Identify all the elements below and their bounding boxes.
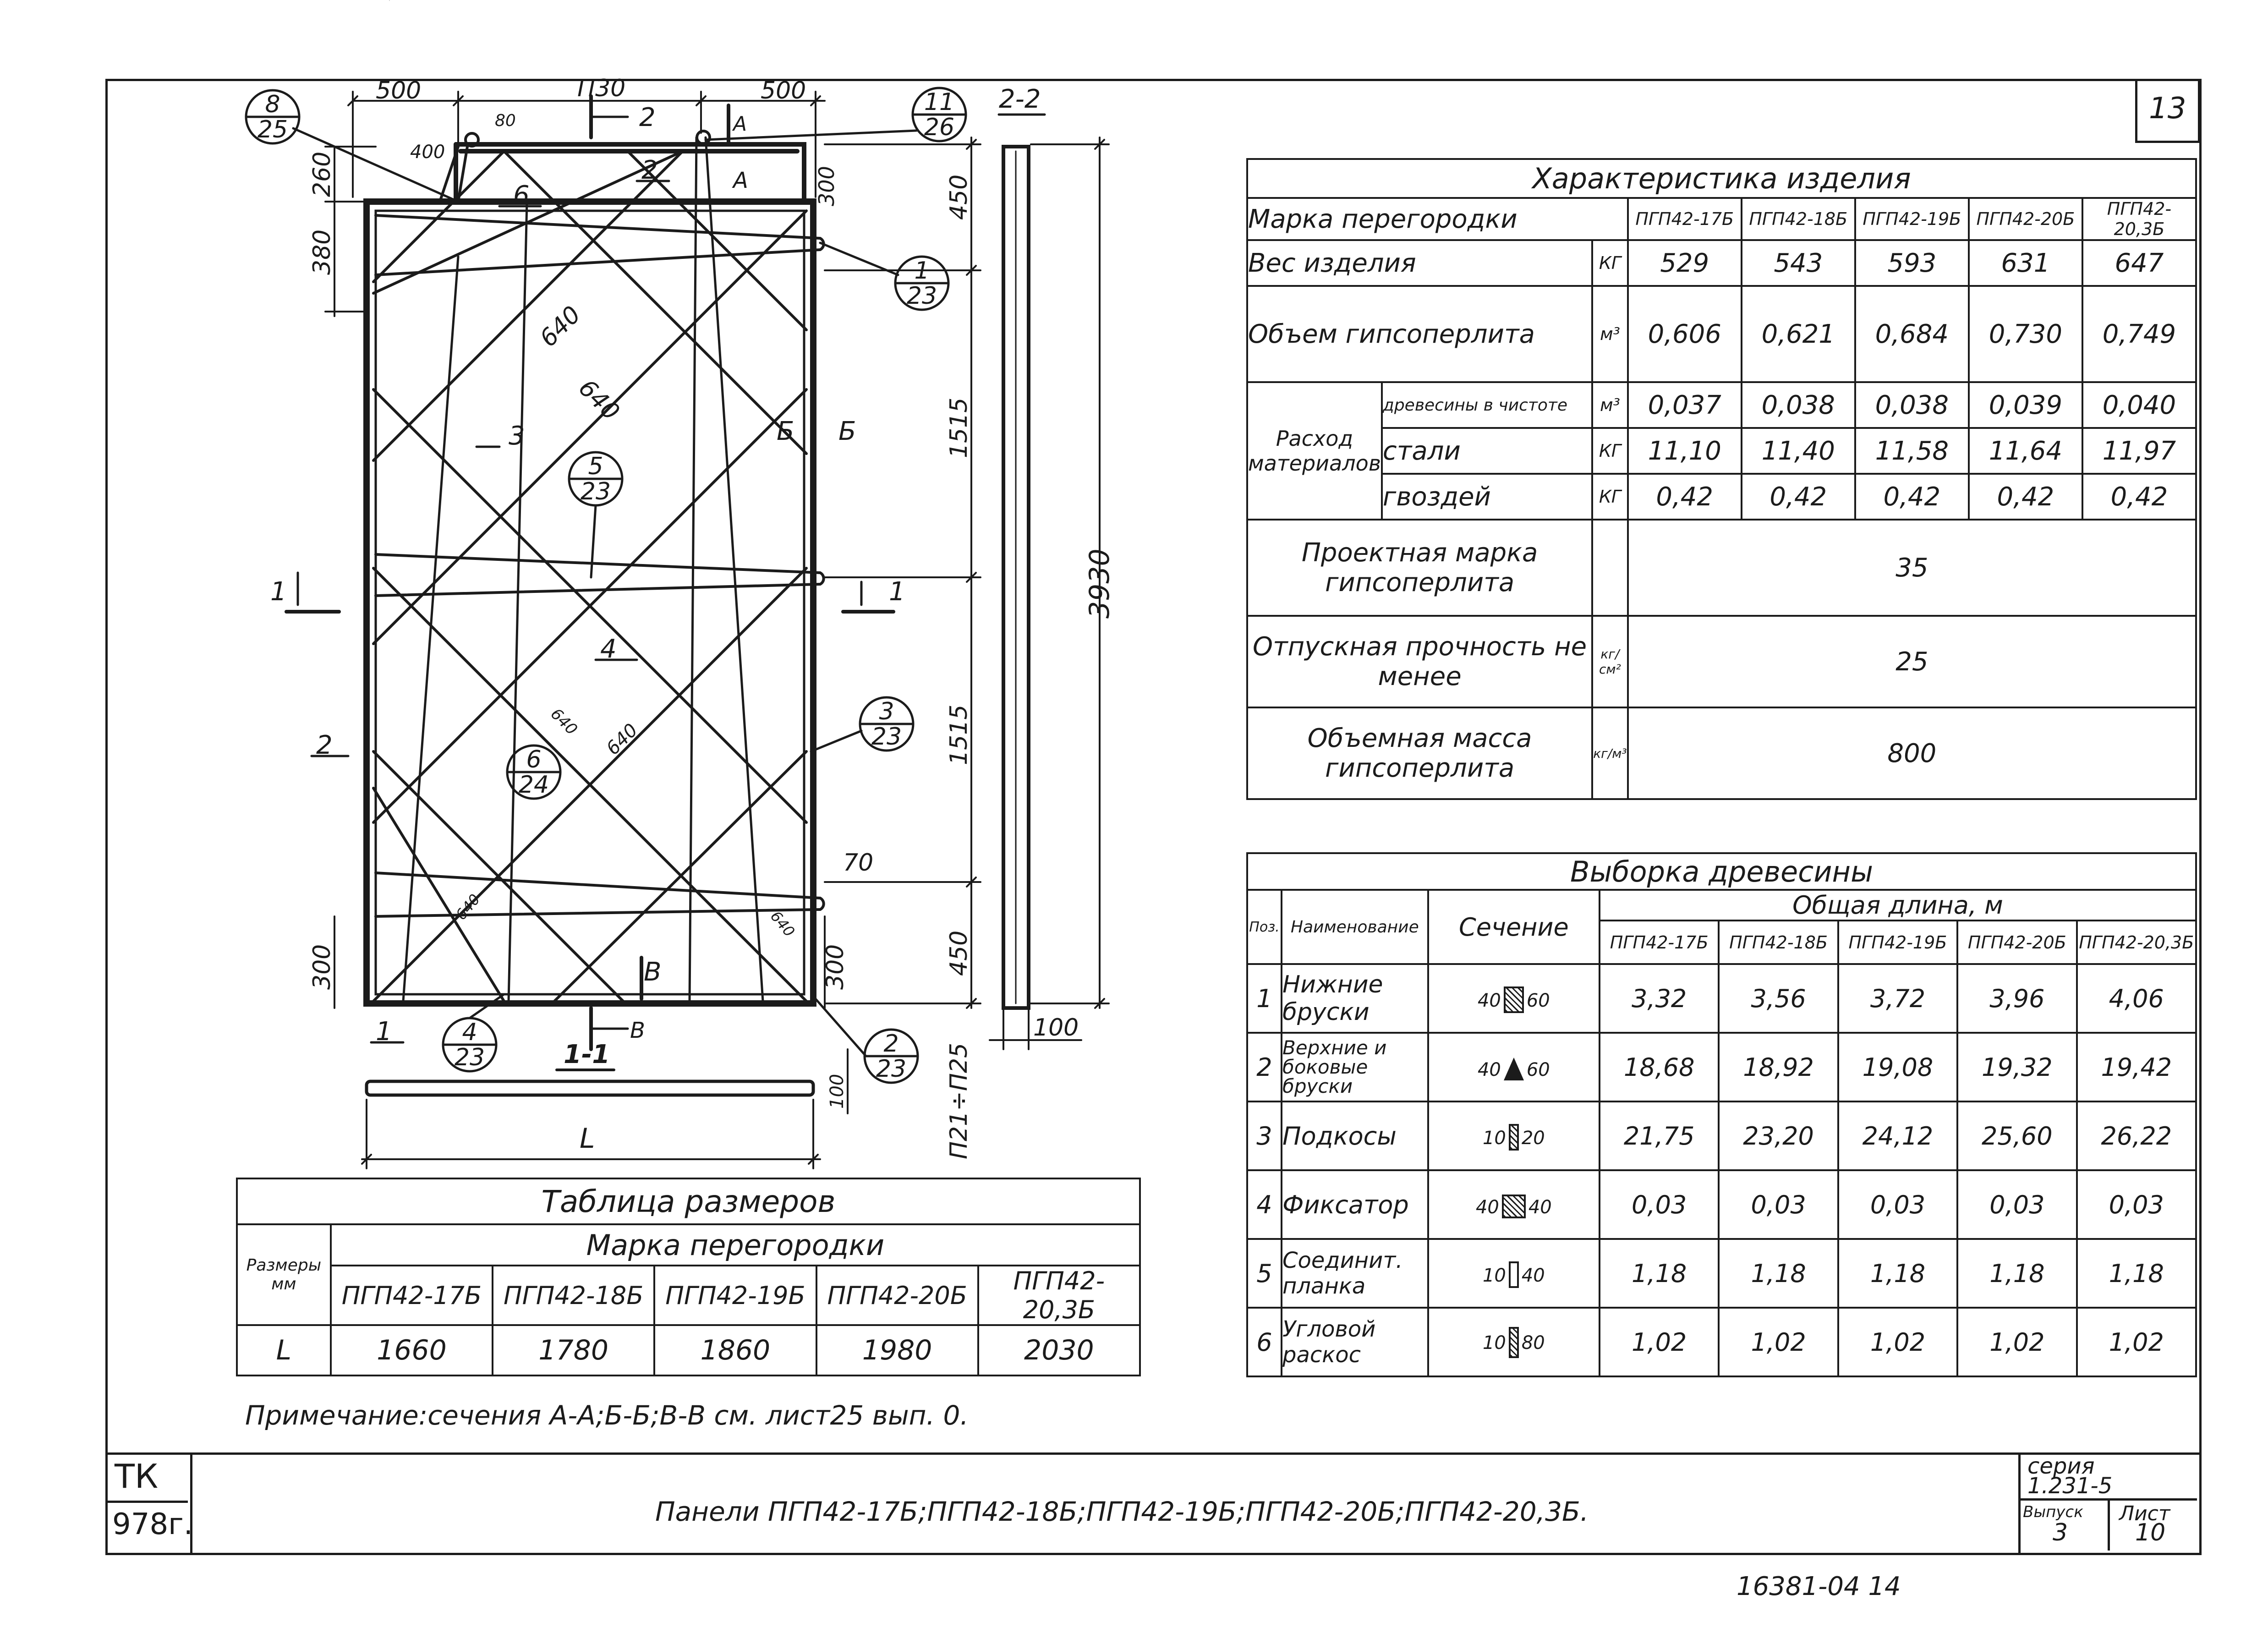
steel-unit: КГ [1592,428,1628,474]
wood-row-1 [1247,964,2196,1033]
section-1-1-label: 1-1 [564,1040,610,1069]
sizes-L-5: 2030 [978,1325,1140,1375]
density-value: 800 [1628,707,2196,799]
wood-row-2-v1: 18,68 [1600,1033,1719,1101]
steel-4: 11,64 [1969,428,2082,474]
cut-1-right: 1 [889,577,905,607]
wood-col-1: ПГП42-17Б [1600,921,1719,964]
section-square-icon [1502,1195,1526,1218]
archive-number: 16381-04 14 [1737,1572,1901,1601]
section-2-2-label: 2-2 [999,84,1041,114]
sizes-col-5: ПГП42-20,3Б [978,1266,1140,1325]
sizes-L-2: 1780 [493,1325,654,1375]
volume-2: 0,621 [1742,286,1855,382]
section-1-1 [367,1081,813,1095]
dim-L: L [580,1123,595,1155]
wood-row-1-s2: 60 [1526,990,1550,1011]
wood-row-6 [1247,1308,2196,1376]
wood-row-2-v4: 19,32 [1957,1033,2076,1101]
wood-row-2-v5: 19,42 [2077,1033,2196,1101]
dim-3930: 3930 [1084,548,1116,619]
steel-3: 11,58 [1855,428,1969,474]
dim-100-side: 100 [1033,1014,1079,1041]
wood-row-6-s1: 10 [1482,1332,1506,1354]
steel-5: 11,97 [2082,428,2196,474]
char-col-3: ПГП42-19Б [1855,198,1969,240]
wood-row-3-v5: 26,22 [2077,1101,2196,1170]
wood-row-2-pos: 2 [1247,1033,1282,1101]
part-2-left-label: 2 [316,730,333,760]
wood-row-4-s1: 40 [1475,1196,1499,1218]
issue-label: Выпуск [2023,1503,2083,1521]
wood-row-6-v1: 1,02 [1600,1308,1719,1376]
volume-unit: м³ [1592,286,1628,382]
dim-300-top: 300 [814,166,839,206]
callout-11-den: 26 [924,114,955,141]
dim-1515-b: 1515 [945,704,973,765]
wood-row-6-v4: 1,02 [1957,1308,2076,1376]
dim-640-c: 640 [547,705,581,739]
callout-3-num: 3 [879,698,894,725]
wood-title: Выборка древесины [1247,853,2196,890]
sizes-col-4: ПГП42-20Б [816,1266,978,1325]
callout-8-num: 8 [265,91,280,118]
wood-1: 0,037 [1628,382,1742,428]
wood-row-4 [1247,1170,2196,1239]
part-3-label: 3 [509,421,525,451]
design-grade-value: 35 [1628,520,2196,616]
wood-row-1-v1: 3,32 [1600,964,1719,1033]
part-2-top-label: 2 [641,155,658,185]
volume-3: 0,684 [1855,286,1969,382]
sizes-row-label: L [237,1325,331,1375]
dim-1515-a: 1515 [945,397,973,458]
wood-row-4-pos: 4 [1247,1170,1282,1239]
section-2-mark: 2 [639,103,656,132]
section-B-mark-1: Б [777,416,794,446]
list-value: 10 [2135,1519,2166,1546]
wood-row-1-v4: 3,96 [1957,964,2076,1033]
char-brand-header: Марка перегородки [1247,198,1628,240]
wood-selection-table [1246,852,2197,1377]
wood-row-3-name: Подкосы [1282,1101,1428,1170]
weight-2: 543 [1742,240,1855,286]
section-V-mark-2: В [630,1018,645,1043]
wood-row-5-s1: 10 [1482,1265,1506,1286]
section-V-mark-1: В [644,957,662,987]
dim-500-left: 500 [376,77,422,104]
drawing-title: Панели ПГП42-17Б;ПГП42-18Б;ПГП42-19Б;ПГП42-20Б;ПГП42-20,3Б. [655,1496,1589,1527]
density-label: Объемная масса гипсоперлита [1247,707,1592,799]
wood-row-4-v4: 0,03 [1957,1170,2076,1239]
cut-1-left: 1 [270,577,287,607]
wood-unit: м³ [1592,382,1628,428]
callout-1-den: 23 [906,282,937,310]
section-triangle-icon [1504,1058,1524,1080]
wood-col-4: ПГП42-20Б [1957,921,2076,964]
series-value: 1.231-5 [2027,1473,2113,1499]
wood-row-1-name: Нижние бруски [1282,964,1428,1033]
nails-2: 0,42 [1742,474,1855,520]
sizes-L-4: 1980 [816,1325,978,1375]
list-label: Лист [2119,1502,2170,1525]
callout-4-den: 23 [454,1044,485,1071]
sizes-L-3: 1860 [654,1325,816,1375]
wood-5: 0,040 [2082,382,2196,428]
wood-row-4-v1: 0,03 [1600,1170,1719,1239]
dim-70: 70 [843,849,874,877]
wood-row-3-v3: 24,12 [1838,1101,1957,1170]
dim-400: 400 [410,142,445,163]
sizes-col-3: ПГП42-19Б [654,1266,816,1325]
wood-row-1-v3: 3,72 [1838,964,1957,1033]
section-header: Сечение [1428,890,1600,964]
section-B-mark-2: Б [838,416,856,446]
dim-450-top: 450 [945,174,973,220]
wood-row-5-v5: 1,18 [2077,1239,2196,1308]
wood-row-2-name: Верхние и боковые бруски [1282,1033,1428,1101]
nails-unit: КГ [1592,474,1628,520]
horizontal-ties [376,215,824,916]
char-col-2: ПГП42-18Б [1742,198,1855,240]
sizes-dims-header: Размеры мм [237,1224,331,1325]
dim-300-bottom-right: 300 [822,944,849,990]
nails-5: 0,42 [2082,474,2196,520]
callout-2-num: 2 [883,1030,899,1058]
wood-row-2-v3: 19,08 [1838,1033,1957,1101]
char-title: Характеристика изделия [1247,159,2196,198]
name-header: Наименование [1282,890,1428,964]
stamp-left-bottom: 978г. [112,1507,193,1541]
wood-row-1-pos: 1 [1247,964,1282,1033]
note: Примечание:сечения А-А;Б-Б;В-В см. лист25 вып. 0. [245,1400,969,1431]
design-grade-label: Проектная марка гипсоперлита [1247,520,1592,616]
wood-row-3-v1: 21,75 [1600,1101,1719,1170]
wood-col-3: ПГП42-19Б [1838,921,1957,964]
wood-row-1-s1: 40 [1477,990,1501,1011]
steel-2: 11,40 [1742,428,1855,474]
dim-380: 380 [308,229,336,275]
wood-row-1-v5: 4,06 [2077,964,2196,1033]
callout-4-num: 4 [462,1019,477,1046]
diagonal-braces [373,151,806,1001]
wood-row-2 [1247,1033,2196,1101]
wood-col-2: ПГП42-18Б [1719,921,1838,964]
dim-640-f: 640 [767,907,799,940]
callout-2-den: 23 [876,1055,907,1083]
nails-1: 0,42 [1628,474,1742,520]
wood-row-4-v3: 0,03 [1838,1170,1957,1239]
weight-label: Вес изделия [1247,240,1592,286]
callout-5-num: 5 [588,453,603,480]
wood-row-4-s2: 40 [1528,1196,1552,1218]
wood-row-5-pos: 5 [1247,1239,1282,1308]
wood-row-6-v2: 1,02 [1719,1308,1838,1376]
nails-4: 0,42 [1969,474,2082,520]
strength-value: 25 [1628,616,2196,707]
sizes-col-1: ПГП42-17Б [331,1266,493,1325]
wood-row-2-s1: 40 [1477,1059,1501,1080]
char-col-5: ПГП42-20,3Б [2082,198,2196,240]
sizes-title: Таблица размеров [237,1178,1140,1224]
wood-row-3-pos: 3 [1247,1101,1282,1170]
wood-row-5-s2: 40 [1521,1265,1545,1286]
strength-label: Отпускная прочность не менее [1247,616,1592,707]
sizes-col-2: ПГП42-18Б [493,1266,654,1325]
dim-80: 80 [495,111,516,130]
series-label: серия [2027,1453,2095,1479]
wood-row-3-s2: 20 [1521,1127,1545,1149]
dim-300-bottom-left: 300 [308,944,336,990]
callout-5-den: 23 [580,478,611,505]
section-square-icon [1504,986,1524,1013]
dim-450-bottom: 450 [945,930,973,976]
wood-row-3-v4: 25,60 [1957,1101,2076,1170]
wood-row-1-v2: 3,56 [1719,964,1838,1033]
wood-row-4-v2: 0,03 [1719,1170,1838,1239]
wood-row-6-pos: 6 [1247,1308,1282,1376]
callout-6-den: 24 [518,771,549,799]
dim-260: 260 [308,151,336,197]
dim-500-right: 500 [761,77,806,104]
characteristics-table [1246,158,2197,800]
callout-11-num: 11 [924,88,955,116]
wood-row-5-v4: 1,18 [1957,1239,2076,1308]
wood-row-5-v1: 1,18 [1600,1239,1719,1308]
dim-p30: П30 [577,75,626,102]
volume-1: 0,606 [1628,286,1742,382]
weight-3: 593 [1855,240,1969,286]
callout-1-num: 1 [914,257,930,285]
dim-640-a: 640 [534,301,586,353]
wood-row-5-name: Соединит. планка [1282,1239,1428,1308]
steel-1: 11,10 [1628,428,1742,474]
dim-640-b: 640 [573,374,625,426]
weight-5: 647 [2082,240,2196,286]
weight-unit: КГ [1592,240,1628,286]
wood-row-6-name: Угловой раскос [1282,1308,1428,1376]
section-slat-icon [1509,1261,1519,1288]
section-A-mark: А [733,112,747,136]
sizes-brand-header: Марка перегородки [331,1224,1140,1266]
steel-label: стали [1382,428,1592,474]
wood-col-5: ПГП42-20,3Б [2077,921,2196,964]
pos-header: Поз. [1247,890,1282,964]
weight-4: 631 [1969,240,2082,286]
loop-range: П21÷П25 [945,1042,973,1159]
issue-value: 3 [2053,1519,2068,1546]
dim-640-d: 640 [602,719,642,760]
wood-row-5-v2: 1,18 [1719,1239,1838,1308]
wood-row-2-s2: 60 [1526,1059,1550,1080]
dim-100-bottom: 100 [827,1074,848,1109]
section-A-mark-2: А [733,168,748,193]
callout-8-den: 25 [257,116,288,143]
char-col-1: ПГП42-17Б [1628,198,1742,240]
wood-row-2-v2: 18,92 [1719,1033,1838,1101]
wood-row-5-v3: 1,18 [1838,1239,1957,1308]
section-slat-icon [1509,1124,1519,1151]
sizes-L-1: 1660 [331,1325,493,1375]
wood-row-6-v5: 1,02 [2077,1308,2196,1376]
wood-row-3-s1: 10 [1482,1127,1506,1149]
volume-label: Объем гипсоперлита [1247,286,1592,382]
wood-row-5 [1247,1239,2196,1308]
consumption-label: Расход материалов [1247,382,1382,520]
dim-640-e: 640 [452,890,484,924]
part-4-label: 4 [600,634,617,664]
section-slat-icon [1509,1327,1519,1358]
volume-5: 0,749 [2082,286,2196,382]
density-unit: кг/м³ [1592,707,1628,799]
wood-4: 0,039 [1969,382,2082,428]
sheet-number: 13 [2149,92,2186,126]
total-length-header: Общая длина, м [1600,890,2196,921]
char-col-4: ПГП42-20Б [1969,198,2082,240]
wood-2: 0,038 [1742,382,1855,428]
stamp-left-top: ТК [115,1457,159,1496]
wood-row-6-s2: 80 [1521,1332,1545,1354]
weight-1: 529 [1628,240,1742,286]
callout-6-num: 6 [526,746,542,773]
wood-label: древесины в чистоте [1382,382,1592,428]
wood-row-6-v3: 1,02 [1838,1308,1957,1376]
wood-row-4-name: Фиксатор [1282,1170,1428,1239]
part-1-label: 1 [376,1017,392,1047]
nails-3: 0,42 [1855,474,1969,520]
sizes-table [236,1178,1141,1376]
strength-unit: кг/см² [1592,616,1628,707]
nails-label: гвоздей [1382,474,1592,520]
part-6-label: 6 [513,181,530,210]
callout-3-den: 23 [871,723,902,751]
wood-3: 0,038 [1855,382,1969,428]
wood-row-3 [1247,1101,2196,1170]
volume-4: 0,730 [1969,286,2082,382]
wood-row-3-v2: 23,20 [1719,1101,1838,1170]
wood-row-4-v5: 0,03 [2077,1170,2196,1239]
